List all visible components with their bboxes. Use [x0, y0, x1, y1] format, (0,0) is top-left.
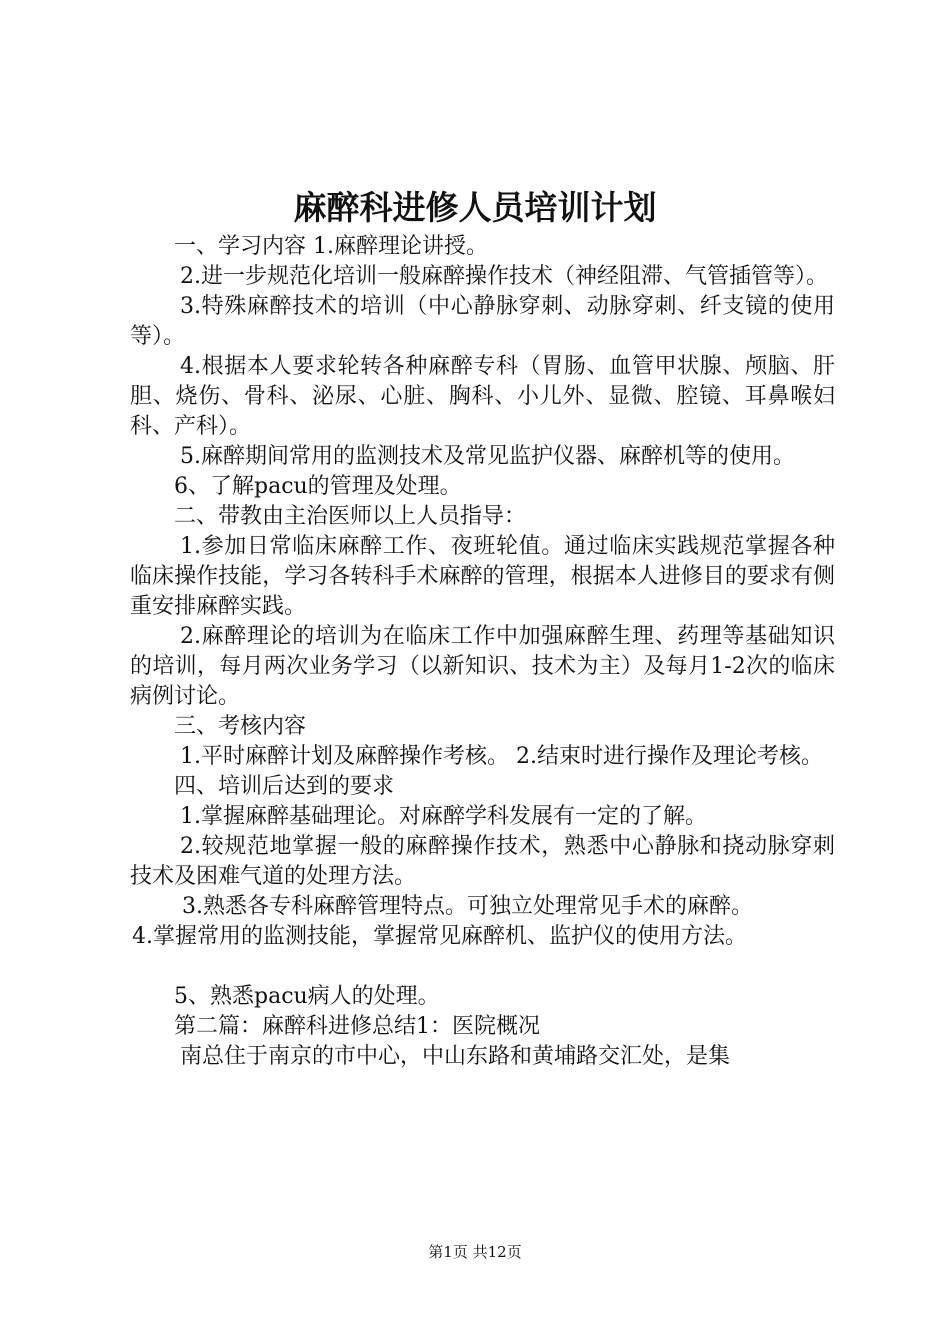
- paragraph-gap: [130, 952, 835, 982]
- paragraph-section-4: 四、培训后达到的要求: [174, 774, 395, 799]
- document-body: [130, 232, 835, 1072]
- paragraph-item: 3.熟悉各专科麻醉管理特点。可独立处理常见手术的麻醉。: [182, 894, 753, 919]
- paragraph-item: 2.麻醉理论的培训为在临床工作中加强麻醉生理、药理等基础知识的培训，每月两次业务学习（以新知识、技术为主）及每月1-2次的临床病例讨论。: [130, 624, 835, 709]
- paragraph-item: 3.特殊麻醉技术的培训（中心静脉穿刺、动脉穿刺、纤支镜的使用等）。: [130, 294, 835, 349]
- paragraph-item: 南总住于南京的市中心，中山东路和黄埔路交汇处，是集: [180, 1044, 731, 1069]
- paragraph-item: 6、了解pacu的管理及处理。: [174, 474, 462, 499]
- paragraph-item: 5.麻醉期间常用的监测技术及常见监护仪器、麻醉机等的使用。: [180, 444, 795, 469]
- paragraph-section-3: 三、考核内容: [174, 714, 307, 739]
- document-title: 麻醉科进修人员培训计划: [293, 188, 657, 227]
- paragraph-item: 2.进一步规范化培训一般麻醉操作技术（神经阻滞、气管插管等）。: [180, 264, 828, 289]
- paragraph-item: 2.较规范地掌握一般的麻醉操作技术，熟悉中心静脉和挠动脉穿刺技术及困难气道的处理方法。: [130, 834, 835, 889]
- paragraph-item: 4.根据本人要求轮转各种麻醉专科（胃肠、血管甲状腺、颅脑、肝胆、烧伤、骨科、泌尿、心脏、胸科、小儿外、显微、腔镜、耳鼻喉妇科、产科）。: [130, 354, 835, 439]
- paragraph-item: 1.平时麻醉计划及麻醉操作考核。 2.结束时进行操作及理论考核。: [180, 744, 823, 769]
- paragraph-item: 1.掌握麻醉基础理论。对麻醉学科发展有一定的了解。: [180, 804, 707, 829]
- paragraph-heading-part-2: 第二篇：麻醉科进修总结1：医院概况: [174, 1014, 540, 1039]
- paragraph-item: 4.掌握常用的监测技能，掌握常见麻醉机、监护仪的使用方法。: [132, 924, 747, 949]
- paragraph-section-1: 一、学习内容 1.麻醉理论讲授。: [174, 234, 488, 259]
- page-footer: 第1页 共12页: [428, 1243, 522, 1261]
- paragraph-item: 1.参加日常临床麻醉工作、夜班轮值。通过临床实践规范掌握各种临床操作技能，学习各转科手术麻醉的管理，根据本人进修目的要求有侧重安排麻醉实践。: [130, 534, 835, 619]
- paragraph-item: 5、熟悉pacu病人的处理。: [174, 984, 440, 1009]
- paragraph-section-2: 二、带教由主治医师以上人员指导：: [174, 504, 527, 529]
